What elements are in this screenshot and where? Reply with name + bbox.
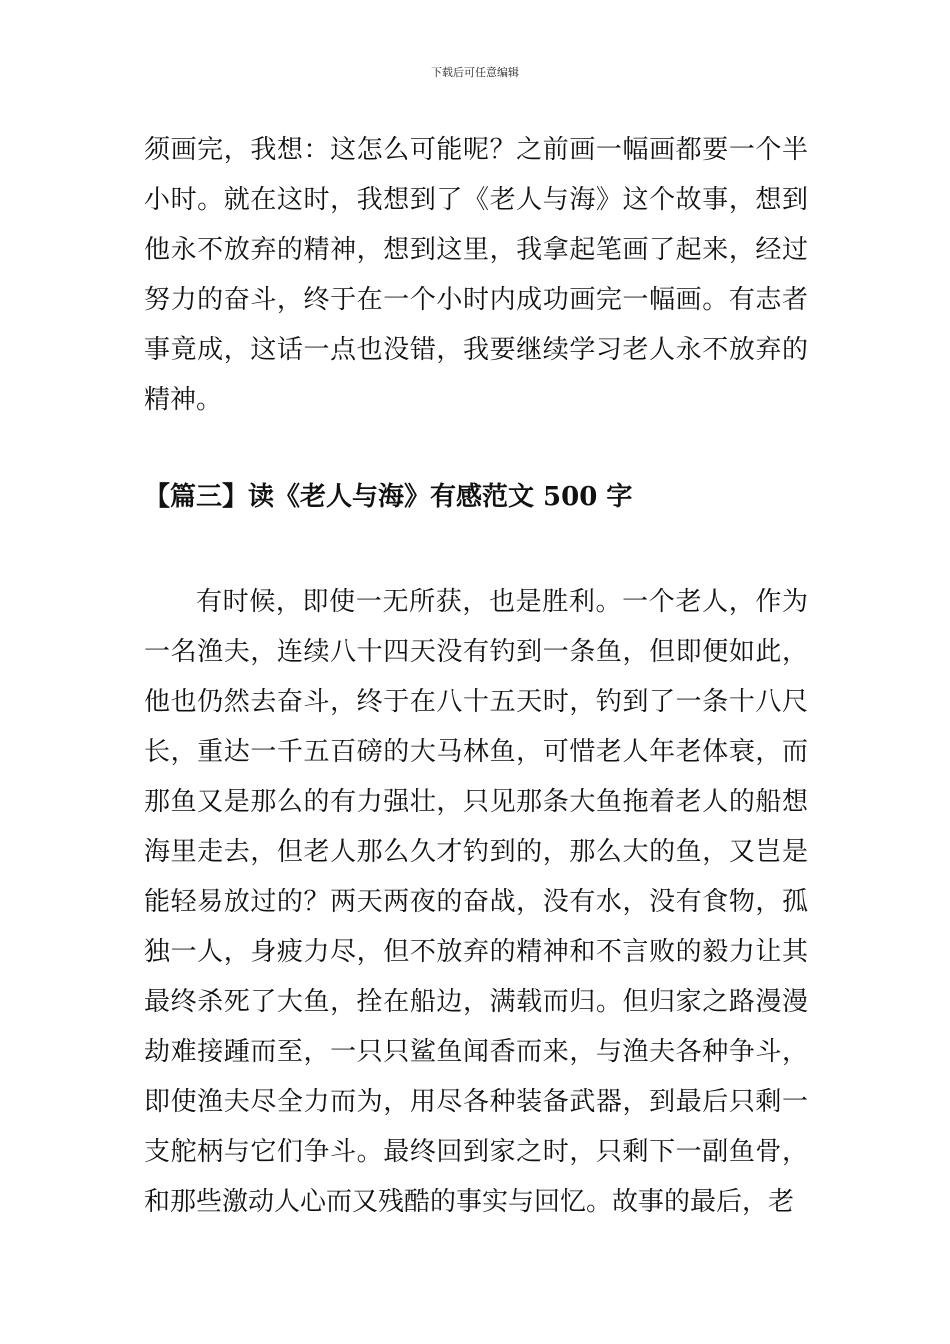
section-paragraph: 有时候，即使一无所获，也是胜利。一个老人，作为一名渔夫，连续八十四天没有钓到一条鱼，但即便如此，他也仍然去奋斗，终于在八十五天时，钓到了一条十八尺长，重达一千五百磅的大马林鱼，可惜老人年老体衰，而那鱼又是那么的有力强壮，只见那条大鱼拖着老人的船想海里走去，但老人那么久才钓到的，那么大的鱼，又岂是能轻易放过的？两天两夜的奋战，没有水，没有食物，孤独一人，身疲力尽，但不放弃的精神和不言败的毅力让其最终杀死了大鱼，拴在船边，满载而归。但归家之路漫漫劫难接踵而至，一只只鲨鱼闻香而来，与渔夫各种争斗，即使渔夫尽全力而为，用尽各种装备武器，到最后只剩一支舵柄与它们争斗。最终回到家之时，只剩下一副鱼骨，和那些激动人心而又残酷的事实与回忆。故事的最后，老: [144, 587, 808, 1217]
continuation-paragraph: 须画完，我想：这怎么可能呢？之前画一幅画都要一个半小时。就在这时，我想到了《老人与海》这个故事，想到他永不放弃的精神，想到这里，我拿起笔画了起来，经过努力的奋斗，终于在一个小时内成功画完一幅画。有志者事竟成，这话一点也没错，我要继续学习老人永不放弃的精神。: [144, 135, 808, 415]
document-body: [144, 125, 808, 1227]
page-header-note: 下载后可任意编辑: [431, 66, 519, 79]
spacer: [144, 522, 808, 577]
spacer: [144, 425, 808, 472]
section-heading: 【篇三】读《老人与海》有感范文 500 字: [144, 482, 633, 512]
